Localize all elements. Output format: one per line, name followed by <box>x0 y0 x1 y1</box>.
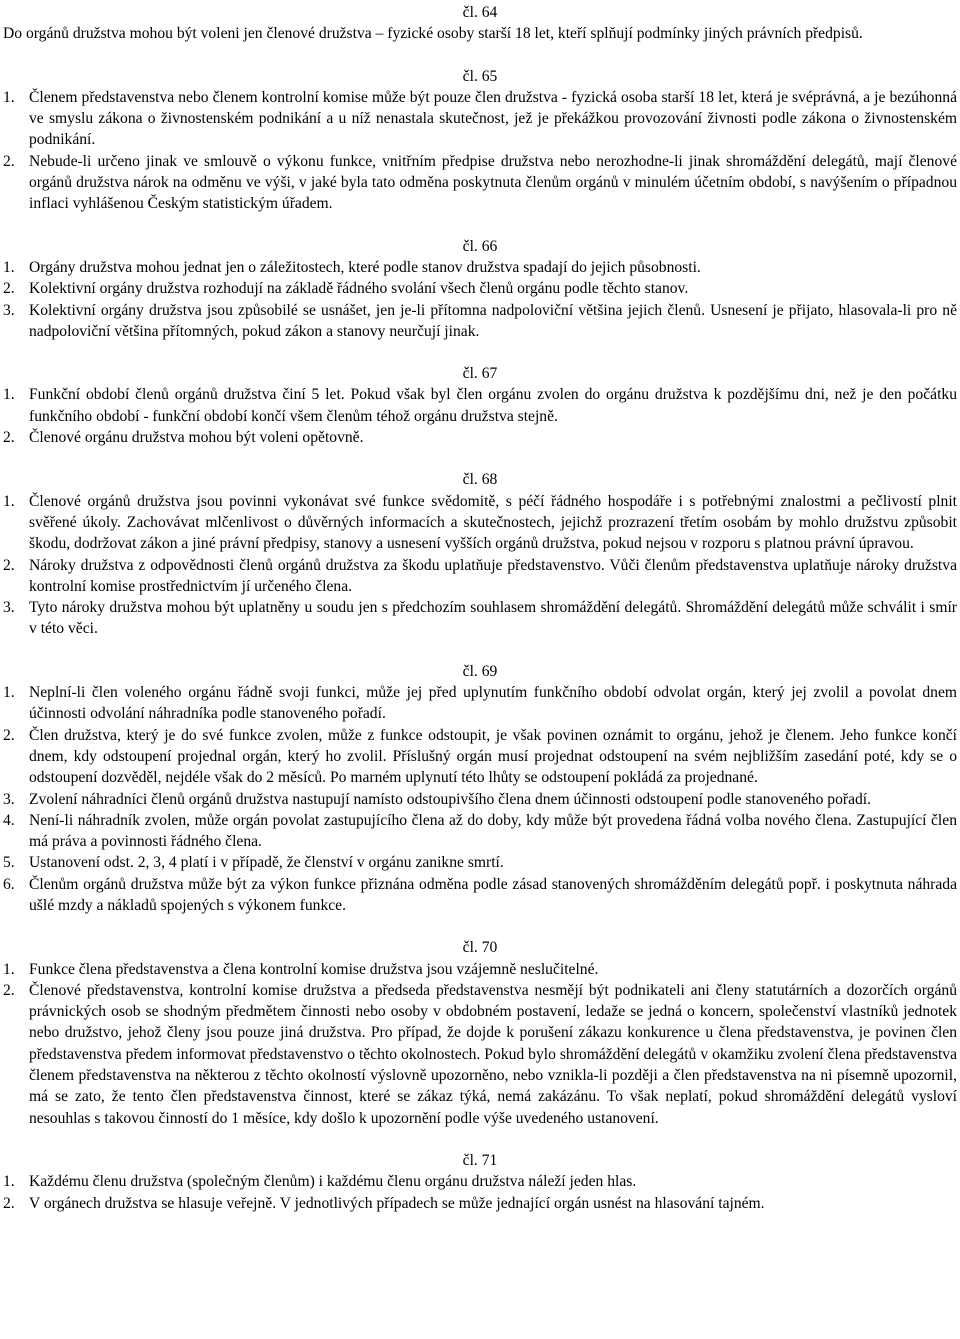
paragraph-text: Není-li náhradník zvolen, může orgán povolat zastupujícího člena až do doby, kdy může být provedena řádná volba nového člena. Zastupující člen má práva a povinnosti řádného člena. <box>29 811 957 851</box>
paragraph-text: Kolektivní orgány družstva jsou způsobilé se usnášet, jen je-li přítomna nadpoloviční většina jejich členů. Usnesení je přijato, hlasovala-li pro ně nadpoloviční většina přítomných, pokud zákon a stanovy neurčují jinak. <box>29 301 957 340</box>
paragraph-number: 2. <box>3 152 15 170</box>
article-heading: čl. 71 <box>462 1151 498 1169</box>
paragraph <box>3 874 957 917</box>
paragraph <box>3 87 957 151</box>
paragraph-number: 2. <box>3 726 15 744</box>
paragraph-number: 3. <box>3 790 15 808</box>
paragraph-number: 6. <box>3 875 15 893</box>
article-heading: čl. 67 <box>462 365 498 383</box>
paragraph-number: 5. <box>3 854 15 872</box>
paragraph-number: 1. <box>3 684 15 702</box>
article-67 <box>3 363 957 448</box>
article-64 <box>3 2 957 45</box>
paragraph-number: 1. <box>3 960 15 978</box>
paragraph-text: Kolektivní orgány družstva rozhodují na základě řádného svolání všech členů orgánu podle těchto stanov. <box>29 280 689 298</box>
paragraph-number: 1. <box>3 1173 15 1191</box>
article-65 <box>3 66 957 215</box>
paragraph-text: Nebude-li určeno jinak ve smlouvě o výkonu funkce, vnitřním předpise družstva nebo nerozhodne-li jinak shromáždění delegátů, mají členové orgánů družstva nárok na odměnu ve výši, v jaké byla tato odměna poskytnuta členům orgánů v minulém účetním období, s navýšením o případnou inflaci vyhlášenou Českým statistickým úřadem. <box>29 152 957 213</box>
paragraph-number: 3. <box>3 301 15 319</box>
paragraph-text: Členem představenstva nebo členem kontrolní komise může být pouze člen družstva - fyzická osoba starší 18 let, která je svéprávná, a je bezúhonná ve smyslu zákona o živnostenském podnikání a u níž nenastala skutečnost, jež je překážkou provozování živnosti podle zákona o živnostenském podnikání. <box>29 88 957 149</box>
paragraph-number: 4. <box>3 811 15 829</box>
paragraph <box>3 278 957 299</box>
paragraph-text: Orgány družstva mohou jednat jen o záležitostech, které podle stanov družstva spadají do jejich působnosti. <box>29 258 701 276</box>
paragraph <box>3 959 957 980</box>
paragraph <box>3 725 957 789</box>
paragraph <box>3 427 957 448</box>
paragraph <box>3 151 957 215</box>
paragraph-text: Neplní-li člen voleného orgánu řádně svoji funkci, může jej před uplynutím funkčního období odvolat orgán, který jej zvolil a povolat dnem účinnosti odvolání náhradníka podle stanoveného pořadí. <box>29 684 957 723</box>
paragraph <box>3 1193 957 1214</box>
paragraph-number: 2. <box>3 1194 15 1212</box>
article-heading: čl. 64 <box>462 4 498 21</box>
article-70 <box>3 937 957 1129</box>
paragraph <box>3 852 957 873</box>
paragraph-number: 2. <box>3 981 15 999</box>
paragraph-text: Zvolení náhradníci členů orgánů družstva nastupují namísto odstoupivšího člena dnem účinnosti odstoupení podle stanoveného pořadí. <box>29 790 872 808</box>
paragraph <box>3 980 957 1129</box>
article-heading: čl. 68 <box>462 471 498 489</box>
paragraph <box>3 1171 957 1192</box>
paragraph-number: 1. <box>3 492 15 510</box>
paragraph-text: Členům orgánů družstva může být za výkon funkce přiznána odměna podle zásad stanovených shromážděním delegátů popř. i poskytnuta náhrada ušlé mzdy a nákladů spojených s výkonem funkce. <box>29 875 957 914</box>
paragraph <box>3 682 957 725</box>
paragraph <box>3 257 957 278</box>
article-intro: Do orgánů družstva mohou být voleni jen členové družstva – fyzické osoby starší 18 let, kteří splňují podmínky jiných právních předpisů. <box>3 25 863 43</box>
paragraph <box>3 597 957 640</box>
paragraph-number: 1. <box>3 386 15 404</box>
article-heading: čl. 65 <box>462 67 498 85</box>
paragraph <box>3 384 957 427</box>
paragraph-text: Každému členu družstva (společným členům) i každému členu orgánu družstva náleží jeden hlas. <box>29 1173 637 1191</box>
paragraph <box>3 810 957 853</box>
article-69 <box>3 661 957 917</box>
article-heading: čl. 69 <box>462 662 498 680</box>
paragraph-text: Funkční období členů orgánů družstva činí 5 let. Pokud však byl člen orgánu zvolen do orgánu družstva k pozdějšímu dni, než je den počátku funkčního období - funkční období končí všem členům téhož orgánu družstva stejně. <box>29 386 957 425</box>
paragraph-text: Funkce člena představenstva a člena kontrolní komise družstva jsou vzájemně neslučitelné. <box>29 960 599 978</box>
paragraph-text: V orgánech družstva se hlasuje veřejně. V jednotlivých případech se může jednající orgán usnést na hlasování tajném. <box>29 1194 765 1212</box>
paragraph-number: 1. <box>3 88 15 106</box>
paragraph <box>3 789 957 810</box>
paragraph-text: Členové orgánu družstva mohou být voleni opětovně. <box>29 429 364 447</box>
paragraph <box>3 300 957 343</box>
article-68 <box>3 469 957 639</box>
article-heading: čl. 70 <box>462 939 498 957</box>
article-66 <box>3 236 957 342</box>
paragraph-text: Nároky družstva z odpovědnosti členů orgánů družstva za škodu uplatňuje představenstvo. Vůči členům představenstva uplatňuje nároky družstva kontrolní komise prostřednictvím jí určeného člena. <box>29 556 957 595</box>
paragraph-text: Člen družstva, který je do své funkce zvolen, může z funkce odstoupit, je však povinen oznámit to orgánu, jehož je členem. Jeho funkce končí dnem, kdy odstoupení projednal orgán, který ho zvolil. Příslušný orgán musí projednat odstoupení na svém nejbližším zasedání poté, kdy se o odstoupení dozvěděl, nejdéle však do 2 měsíců. Po marném uplynutí této lhůty se odstoupení pokládá za projednané. <box>29 726 957 787</box>
document-page <box>3 0 957 1214</box>
paragraph-number: 2. <box>3 280 15 298</box>
paragraph-number: 1. <box>3 258 15 276</box>
article-71 <box>3 1150 957 1214</box>
paragraph <box>3 491 957 555</box>
paragraph-text: Tyto nároky družstva mohou být uplatněny u soudu jen s předchozím souhlasem shromáždění delegátů. Shromáždění delegátů může schválit i smír v této věci. <box>29 599 957 638</box>
paragraph-number: 2. <box>3 429 15 447</box>
article-heading: čl. 66 <box>462 237 498 255</box>
paragraph-text: Členové představenstva, kontrolní komise družstva a předseda představenstva nesmějí být podnikateli ani členy statutárních a dozorčích orgánů právnických osob se shodným předmětem činnosti nebo osoby v obdobném postavení, ledaže se jedná o koncern, společenství vlastníků jednotek nebo družstvo, jehož členy jsou pouze jiná družstva. Pro případ, že dojde k porušení zákazu konkurence u člena představenstva, je povinen člen představenstva předem informovat představenstvo o těchto okolnostech. Pokud bylo shromáždění delegátů v okamžiku zvolení člena představenstva členem představenstva na některou z těchto okolností výslovně upozorněno, nebo vznikla-li později a člen představenstva na ni písemně upozornil, má se zato, že tento člen představenstva činnost, které se zákaz týká, nemá zakázánu. To však neplatí, pokud shromáždění delegátů vysloví nesouhlas s takovou činností do 1 měsíce, kdy došlo k upozornění podle výše uvedeného ustanovení. <box>29 981 957 1127</box>
paragraph-number: 3. <box>3 599 15 617</box>
paragraph-text: Členové orgánů družstva jsou povinni vykonávat své funkce svědomitě, s péčí řádného hospodáře i s potřebnými znalostmi a pečlivostí plnit svěřené úkoly. Zachovávat mlčenlivost o důvěrných informacích a skutečnostech, jejichž prozrazení třetím osobám by mohlo družstvu způsobit škodu, dodržovat zákon a jiné právní předpisy, stanovy a usnesení vyšších orgánů družstva, pokud nejsou v rozporu s platnou právní úpravou. <box>29 492 957 553</box>
paragraph <box>3 555 957 598</box>
paragraph-number: 2. <box>3 556 15 574</box>
paragraph-text: Ustanovení odst. 2, 3, 4 platí i v případě, že členství v orgánu zanikne smrtí. <box>29 854 504 872</box>
